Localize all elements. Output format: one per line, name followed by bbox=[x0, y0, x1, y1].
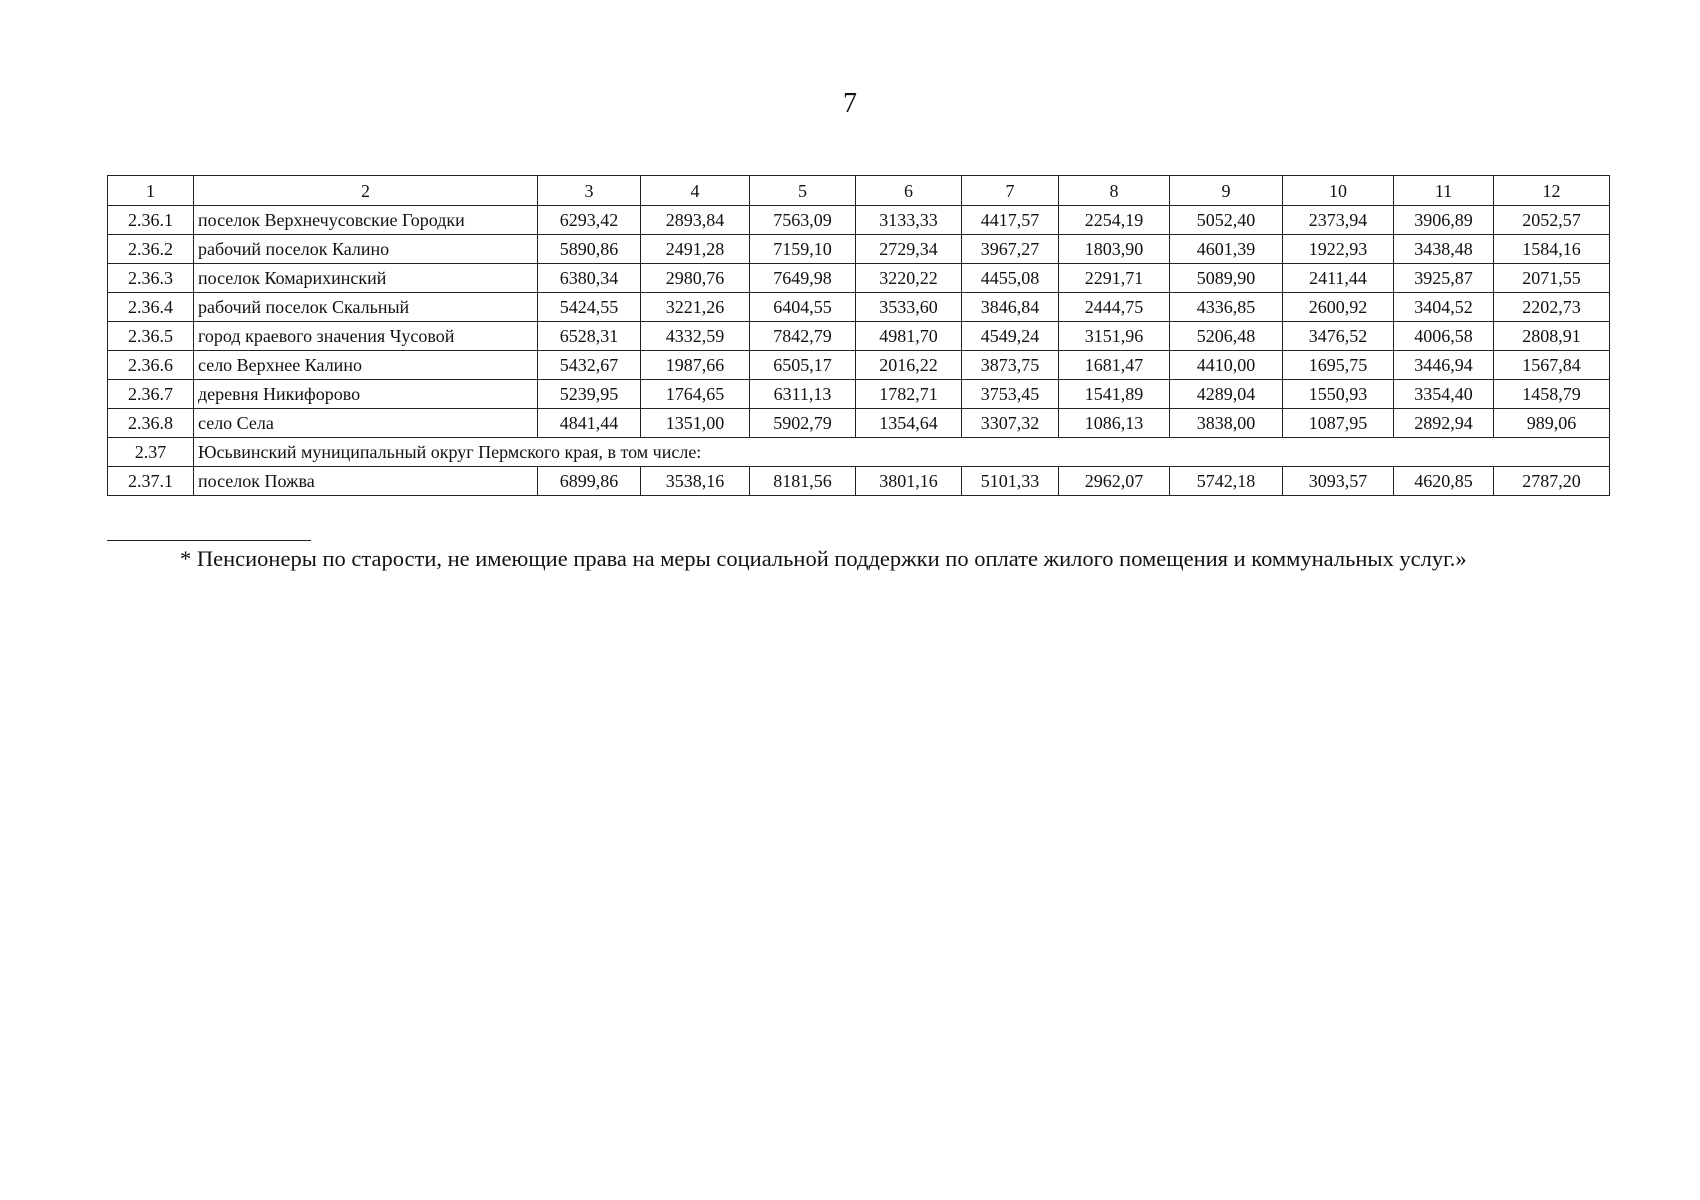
value-cell: 7649,98 bbox=[750, 264, 856, 293]
value-cell: 3133,33 bbox=[856, 206, 962, 235]
value-cell: 3967,27 bbox=[962, 235, 1059, 264]
value-cell: 3476,52 bbox=[1283, 322, 1394, 351]
settlement-name: село Верхнее Калино bbox=[194, 351, 538, 380]
value-cell: 3846,84 bbox=[962, 293, 1059, 322]
value-cell: 6404,55 bbox=[750, 293, 856, 322]
table-row bbox=[108, 293, 1610, 322]
value-cell: 3801,16 bbox=[856, 467, 962, 496]
value-cell: 5089,90 bbox=[1170, 264, 1283, 293]
value-cell: 1764,65 bbox=[641, 380, 750, 409]
value-cell: 4841,44 bbox=[538, 409, 641, 438]
row-id: 2.37 bbox=[108, 438, 194, 467]
value-cell: 4417,57 bbox=[962, 206, 1059, 235]
column-number: 5 bbox=[750, 176, 856, 206]
value-cell: 1567,84 bbox=[1494, 351, 1610, 380]
value-cell: 5432,67 bbox=[538, 351, 641, 380]
column-number: 10 bbox=[1283, 176, 1394, 206]
value-cell: 4601,39 bbox=[1170, 235, 1283, 264]
table-row bbox=[108, 351, 1610, 380]
value-cell: 3446,94 bbox=[1394, 351, 1494, 380]
value-cell: 1922,93 bbox=[1283, 235, 1394, 264]
value-cell: 3873,75 bbox=[962, 351, 1059, 380]
value-cell: 2411,44 bbox=[1283, 264, 1394, 293]
value-cell: 3906,89 bbox=[1394, 206, 1494, 235]
value-cell: 4289,04 bbox=[1170, 380, 1283, 409]
settlement-name: рабочий поселок Калино bbox=[194, 235, 538, 264]
table-row bbox=[108, 409, 1610, 438]
value-cell: 3404,52 bbox=[1394, 293, 1494, 322]
value-cell: 2980,76 bbox=[641, 264, 750, 293]
value-cell: 5206,48 bbox=[1170, 322, 1283, 351]
value-cell: 2600,92 bbox=[1283, 293, 1394, 322]
value-cell: 4410,00 bbox=[1170, 351, 1283, 380]
settlement-name: поселок Пожва bbox=[194, 467, 538, 496]
value-cell: 6380,34 bbox=[538, 264, 641, 293]
value-cell: 6528,31 bbox=[538, 322, 641, 351]
table-header-row bbox=[108, 176, 1610, 206]
value-cell: 2071,55 bbox=[1494, 264, 1610, 293]
settlement-name: поселок Комарихинский bbox=[194, 264, 538, 293]
settlement-name: поселок Верхнечусовские Городки bbox=[194, 206, 538, 235]
table-body bbox=[108, 176, 1610, 496]
row-id: 2.36.2 bbox=[108, 235, 194, 264]
value-cell: 4981,70 bbox=[856, 322, 962, 351]
value-cell: 3221,26 bbox=[641, 293, 750, 322]
row-id: 2.36.7 bbox=[108, 380, 194, 409]
value-cell: 5239,95 bbox=[538, 380, 641, 409]
value-cell: 7842,79 bbox=[750, 322, 856, 351]
value-cell: 1782,71 bbox=[856, 380, 962, 409]
tariff-table bbox=[107, 175, 1610, 496]
footnote: * Пенсионеры по старости, не имеющие права на меры социальной поддержки по оплате жилого помещения и коммунальных услуг.» bbox=[180, 546, 1467, 571]
column-number: 9 bbox=[1170, 176, 1283, 206]
value-cell: 3438,48 bbox=[1394, 235, 1494, 264]
value-cell: 2808,91 bbox=[1494, 322, 1610, 351]
value-cell: 2016,22 bbox=[856, 351, 962, 380]
column-number: 7 bbox=[962, 176, 1059, 206]
value-cell: 3838,00 bbox=[1170, 409, 1283, 438]
page-number: 7 bbox=[843, 88, 857, 119]
column-number: 6 bbox=[856, 176, 962, 206]
value-cell: 1086,13 bbox=[1059, 409, 1170, 438]
value-cell: 1087,95 bbox=[1283, 409, 1394, 438]
row-id: 2.36.8 bbox=[108, 409, 194, 438]
value-cell: 2787,20 bbox=[1494, 467, 1610, 496]
value-cell: 989,06 bbox=[1494, 409, 1610, 438]
table-row bbox=[108, 206, 1610, 235]
table-row bbox=[108, 467, 1610, 496]
row-id: 2.36.5 bbox=[108, 322, 194, 351]
value-cell: 4620,85 bbox=[1394, 467, 1494, 496]
value-cell: 6899,86 bbox=[538, 467, 641, 496]
value-cell: 2291,71 bbox=[1059, 264, 1170, 293]
value-cell: 5052,40 bbox=[1170, 206, 1283, 235]
value-cell: 6505,17 bbox=[750, 351, 856, 380]
value-cell: 5424,55 bbox=[538, 293, 641, 322]
value-cell: 2052,57 bbox=[1494, 206, 1610, 235]
value-cell: 4006,58 bbox=[1394, 322, 1494, 351]
value-cell: 8181,56 bbox=[750, 467, 856, 496]
value-cell: 7159,10 bbox=[750, 235, 856, 264]
column-number: 2 bbox=[194, 176, 538, 206]
value-cell: 1541,89 bbox=[1059, 380, 1170, 409]
value-cell: 1550,93 bbox=[1283, 380, 1394, 409]
value-cell: 3093,57 bbox=[1283, 467, 1394, 496]
value-cell: 1695,75 bbox=[1283, 351, 1394, 380]
column-number: 12 bbox=[1494, 176, 1610, 206]
value-cell: 5101,33 bbox=[962, 467, 1059, 496]
value-cell: 5890,86 bbox=[538, 235, 641, 264]
value-cell: 1681,47 bbox=[1059, 351, 1170, 380]
value-cell: 4549,24 bbox=[962, 322, 1059, 351]
value-cell: 1584,16 bbox=[1494, 235, 1610, 264]
table-row bbox=[108, 235, 1610, 264]
column-number: 4 bbox=[641, 176, 750, 206]
value-cell: 1354,64 bbox=[856, 409, 962, 438]
footnote-divider bbox=[107, 540, 311, 541]
value-cell: 1351,00 bbox=[641, 409, 750, 438]
value-cell: 4455,08 bbox=[962, 264, 1059, 293]
value-cell: 3307,32 bbox=[962, 409, 1059, 438]
value-cell: 2444,75 bbox=[1059, 293, 1170, 322]
value-cell: 2892,94 bbox=[1394, 409, 1494, 438]
column-number: 1 bbox=[108, 176, 194, 206]
row-id: 2.37.1 bbox=[108, 467, 194, 496]
settlement-name: село Села bbox=[194, 409, 538, 438]
value-cell: 3925,87 bbox=[1394, 264, 1494, 293]
value-cell: 7563,09 bbox=[750, 206, 856, 235]
value-cell: 3533,60 bbox=[856, 293, 962, 322]
value-cell: 5742,18 bbox=[1170, 467, 1283, 496]
value-cell: 2729,34 bbox=[856, 235, 962, 264]
table-row bbox=[108, 380, 1610, 409]
value-cell: 3151,96 bbox=[1059, 322, 1170, 351]
settlement-name: деревня Никифорово bbox=[194, 380, 538, 409]
table-row bbox=[108, 438, 1610, 467]
value-cell: 3753,45 bbox=[962, 380, 1059, 409]
value-cell: 6293,42 bbox=[538, 206, 641, 235]
value-cell: 1987,66 bbox=[641, 351, 750, 380]
value-cell: 5902,79 bbox=[750, 409, 856, 438]
column-number: 11 bbox=[1394, 176, 1494, 206]
value-cell: 2202,73 bbox=[1494, 293, 1610, 322]
row-id: 2.36.4 bbox=[108, 293, 194, 322]
value-cell: 2254,19 bbox=[1059, 206, 1170, 235]
value-cell: 2491,28 bbox=[641, 235, 750, 264]
value-cell: 2373,94 bbox=[1283, 206, 1394, 235]
table-row bbox=[108, 264, 1610, 293]
settlement-name: Юсьвинский муниципальный округ Пермского края, в том числе: bbox=[194, 438, 1610, 467]
value-cell: 4336,85 bbox=[1170, 293, 1283, 322]
value-cell: 2893,84 bbox=[641, 206, 750, 235]
value-cell: 6311,13 bbox=[750, 380, 856, 409]
table-row bbox=[108, 322, 1610, 351]
value-cell: 3538,16 bbox=[641, 467, 750, 496]
row-id: 2.36.3 bbox=[108, 264, 194, 293]
value-cell: 4332,59 bbox=[641, 322, 750, 351]
row-id: 2.36.1 bbox=[108, 206, 194, 235]
column-number: 3 bbox=[538, 176, 641, 206]
settlement-name: город краевого значения Чусовой bbox=[194, 322, 538, 351]
value-cell: 1458,79 bbox=[1494, 380, 1610, 409]
settlement-name: рабочий поселок Скальный bbox=[194, 293, 538, 322]
value-cell: 2962,07 bbox=[1059, 467, 1170, 496]
row-id: 2.36.6 bbox=[108, 351, 194, 380]
value-cell: 1803,90 bbox=[1059, 235, 1170, 264]
value-cell: 3354,40 bbox=[1394, 380, 1494, 409]
column-number: 8 bbox=[1059, 176, 1170, 206]
value-cell: 3220,22 bbox=[856, 264, 962, 293]
